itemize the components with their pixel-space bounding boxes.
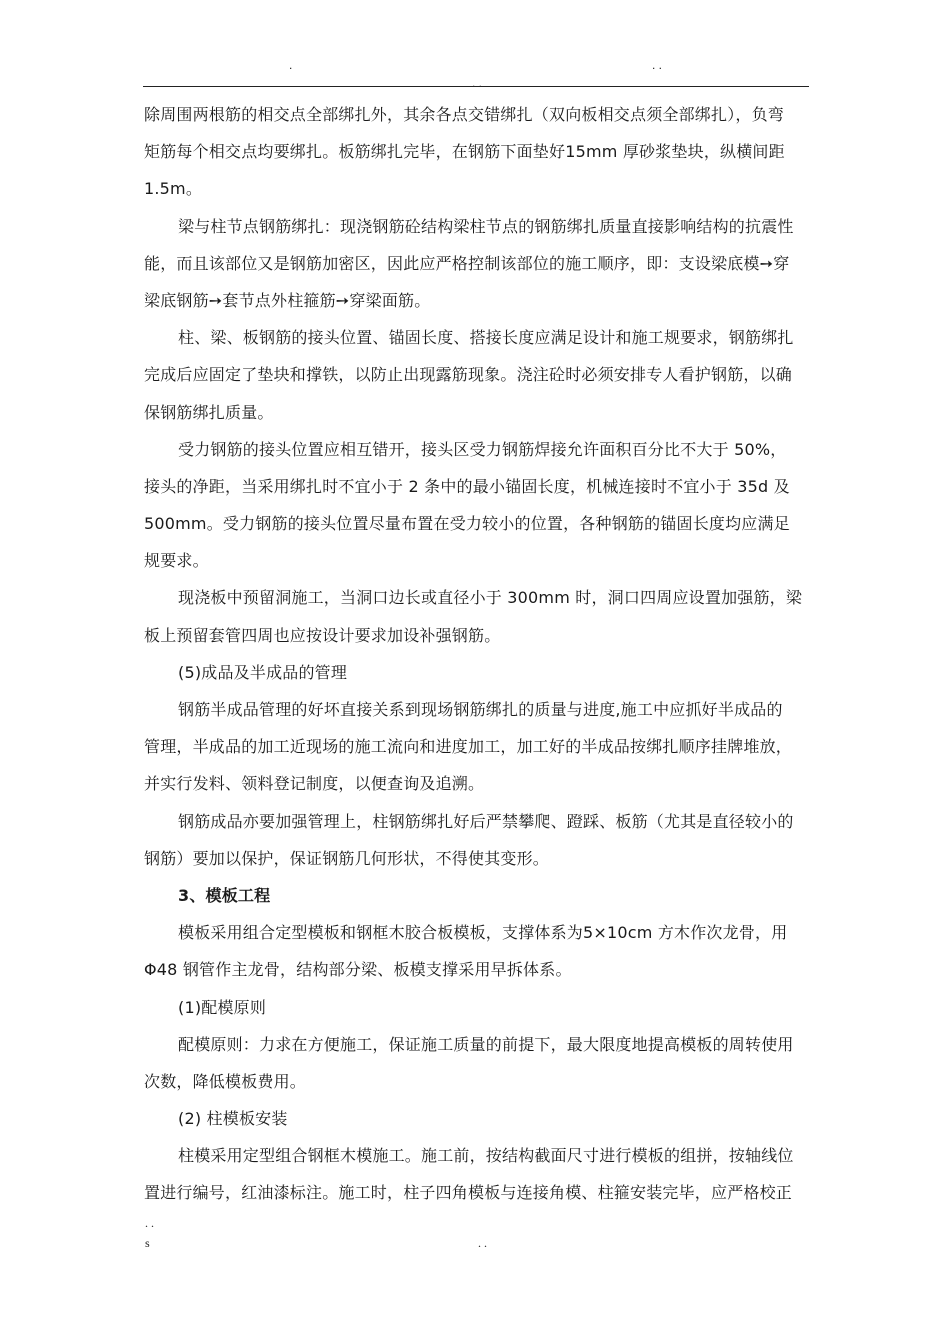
section-heading: (1)配模原则 xyxy=(178,997,267,1017)
footer-mark-center: . . xyxy=(478,1236,487,1250)
text-line: 管理，半成品的加工近现场的施工流向和进度加工，加工好的半成品按绑扎顺序挂牌堆放， xyxy=(144,737,793,757)
text-line: 现浇板中预留洞施工，当洞口边长或直径小于 300mm 时，洞口四周应设置加强筋，梁 xyxy=(178,588,803,608)
text-line: 模板采用组合定型模板和钢框木胶合板模板，支撑体系为5×10cm 方木作次龙骨，用 xyxy=(178,923,788,943)
text-line: 梁底钢筋➙套节点外柱箍筋➙穿梁面筋。 xyxy=(144,290,431,310)
text-line: 1.5m。 xyxy=(144,179,203,199)
header-mark-left: . xyxy=(289,58,293,72)
section-heading: (2) 柱模板安装 xyxy=(178,1109,288,1129)
text-line: 梁与柱节点钢筋绑扎：现浇钢筋砼结构梁柱节点的钢筋绑扎质量直接影响结构的抗震性 xyxy=(178,216,794,236)
text-line: 500mm。受力钢筋的接头位置尽量布置在受力较小的位置，各种钢筋的锚固长度均应满足 xyxy=(144,514,790,534)
text-line: 次数，降低模板费用。 xyxy=(144,1071,307,1091)
text-line: 接头的净距，当采用绑扎时不宜小于 2 条中的最小锚固长度，机械连接时不宜小于 35d 及 xyxy=(144,476,790,496)
text-line: 柱、梁、板钢筋的接头位置、锚固长度、搭接长度应满足设计和施工规要求，钢筋绑扎 xyxy=(178,328,794,348)
text-line: 规要求。 xyxy=(144,551,209,571)
text-line: 保钢筋绑扎质量。 xyxy=(144,402,274,422)
section-heading: (5)成品及半成品的管理 xyxy=(178,662,348,682)
text-line: 柱模采用定型组合钢框木模施工。施工前，按结构截面尺寸进行模板的组拼，按轴线位 xyxy=(178,1146,794,1166)
text-line: 钢筋成品亦要加强管理上，柱钢筋绑扎好后严禁攀爬、蹬踩、板筋（尤其是直径较小的 xyxy=(178,811,794,831)
text-line: 置进行编号，红油漆标注。施工时，柱子四角模板与连接角模、柱箍安装完毕，应严格校正 xyxy=(144,1183,793,1203)
section-title: 3、模板工程 xyxy=(178,885,271,905)
text-line: 矩筋每个相交点均要绑扎。板筋绑扎完毕，在钢筋下面垫好15mm 厚砂浆垫块，纵横间距 xyxy=(144,142,785,162)
header-rule xyxy=(143,86,809,87)
footer-mark-left: s xyxy=(145,1236,150,1250)
text-line: 钢筋）要加以保护，保证钢筋几何形状，不得使其变形。 xyxy=(144,848,550,868)
text-line: 除周围两根筋的相交点全部绑扎外，其余各点交错绑扎（双向板相交点须全部绑扎），负弯 xyxy=(144,105,785,124)
text-line: 板上预留套管四周也应按设计要求加设补强钢筋。 xyxy=(144,625,501,645)
document-body xyxy=(144,96,824,1212)
footer-mark-top-left: . . xyxy=(145,1216,154,1230)
header-mark-right: . . xyxy=(652,58,663,72)
text-line: 完成后应固定了垫块和撑铁，以防止出现露筋现象。浇注砼时必须安排专人看护钢筋，以确 xyxy=(144,365,793,385)
header-mark-center: . . xyxy=(472,76,483,90)
text-line: 能，而且该部位又是钢筋加密区，因此应严格控制该部位的施工顺序，即：支设梁底模➙穿 xyxy=(144,253,790,273)
text-line: Φ48 钢管作主龙骨，结构部分梁、板模支撑采用早拆体系。 xyxy=(144,960,572,980)
text-line: 钢筋半成品管理的好坏直接关系到现场钢筋绑扎的质量与进度,施工中应抓好半成品的 xyxy=(178,700,783,719)
text-line: 配模原则：力求在方便施工，保证施工质量的前提下，最大限度地提高模板的周转使用 xyxy=(178,1034,794,1054)
text-line: 受力钢筋的接头位置应相互错开，接头区受力钢筋焊接允许面积百分比不大于 50%， xyxy=(178,439,787,459)
text-line: 并实行发料、领料登记制度，以便查询及追溯。 xyxy=(144,774,485,794)
